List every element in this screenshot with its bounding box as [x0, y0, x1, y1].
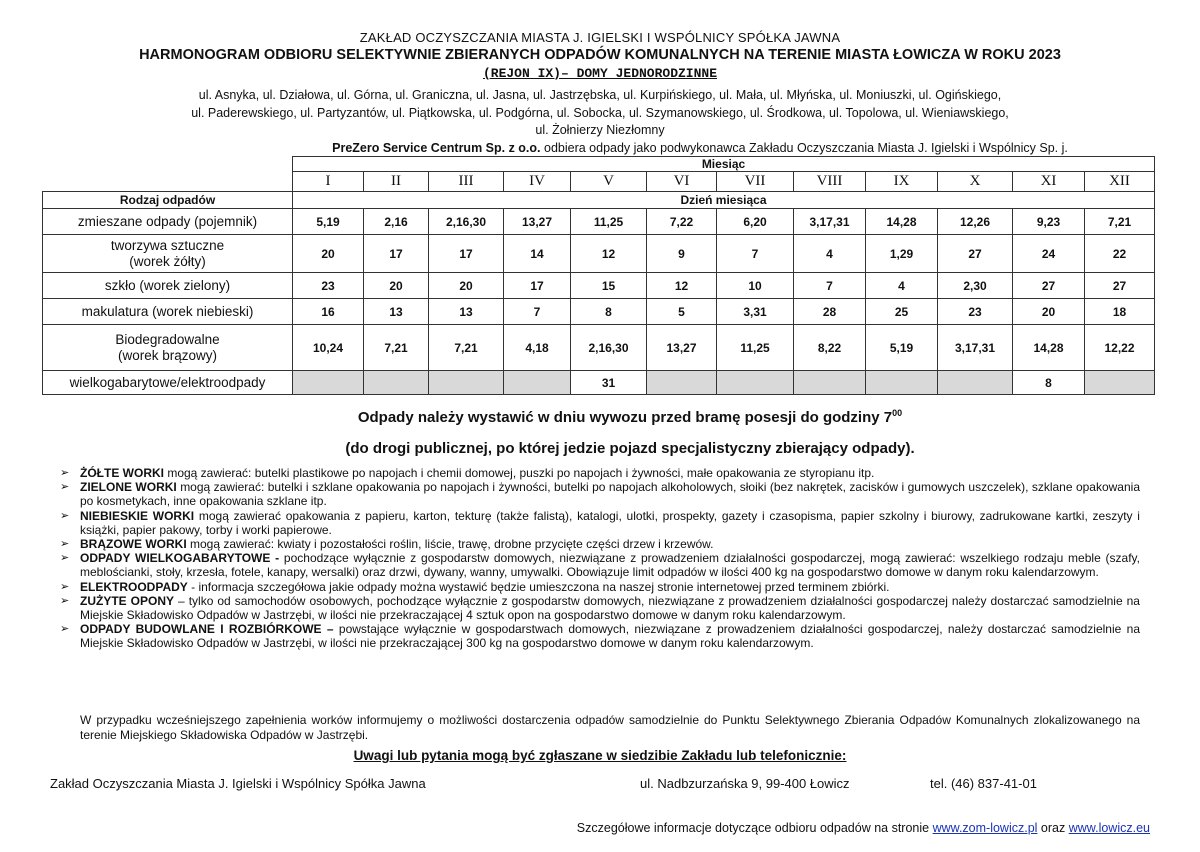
region-title [0, 66, 1200, 81]
collection-day-cell: 23 [293, 273, 364, 299]
waste-type-name: zmieszane odpady (pojemnik) [77, 213, 258, 229]
collection-day-cell: 2,16 [364, 209, 429, 235]
waste-type-label [43, 235, 293, 273]
month-cell: X [938, 172, 1013, 192]
collection-day-cell: 10 [717, 273, 794, 299]
collection-day-cell: 12,26 [938, 209, 1013, 235]
collection-day-cell: 27 [1013, 273, 1085, 299]
collection-day-cell: 8 [1013, 371, 1085, 395]
collection-day-cell: 20 [364, 273, 429, 299]
collection-day-cell: 17 [504, 273, 571, 299]
rule-title: NIEBIESKIE WORKI [80, 508, 195, 523]
rule-item [60, 594, 1140, 622]
waste-type-label [43, 371, 293, 395]
waste-type-label [43, 209, 293, 235]
waste-type-container: (worek żółty) [129, 253, 206, 269]
arrow-bullet-icon: ➢ [60, 580, 70, 593]
rule-text: – tylko od samochodów osobowych, pochodzące wyłącznie z gospodarstw domowych, niezwiązane z prowadzeniem działalności gospodarczej należy dostarczać samodzielnie na Miejskie Składowisko Odpadów w Jastrzębi, w ilości nie przekraczającej 4 sztuk opon na gospodarstwo domowe w danym roku kalendarzowym. [80, 593, 1140, 623]
collection-day-cell: 17 [429, 235, 504, 273]
collection-day-cell: 4,18 [504, 325, 571, 371]
collection-day-cell: 7,21 [429, 325, 504, 371]
collection-day-cell: 2,30 [938, 273, 1013, 299]
arrow-bullet-icon: ➢ [60, 623, 70, 636]
waste-type-name: wielkogabarytowe/elektroodpady [69, 374, 266, 390]
rule-item [60, 551, 1140, 579]
collection-day-cell: 27 [1085, 273, 1155, 299]
collection-day-cell: 22 [1085, 235, 1155, 273]
waste-row [43, 273, 1155, 299]
waste-type-label [43, 273, 293, 299]
collection-day-cell: 2,16,30 [429, 209, 504, 235]
month-cell: III [429, 172, 504, 192]
rule-title: ODPADY WIELKOGABARYTOWE - [80, 551, 280, 566]
month-cell: II [364, 172, 429, 192]
contractor-text: odbiera odpady jako podwykonawca Zakładu Oczyszczania Miasta J. Igielski i Wspólnicy Sp. j. [540, 141, 1068, 155]
empty-day-cell [647, 371, 717, 395]
collection-day-cell: 2,16,30 [571, 325, 647, 371]
rule-item [60, 480, 1140, 508]
more-info-mid: oraz [1037, 821, 1069, 835]
rule-title: ELEKTROODPADY [80, 579, 188, 594]
column-header-row [43, 192, 1155, 209]
arrow-bullet-icon: ➢ [60, 509, 70, 522]
collection-day-cell: 23 [938, 299, 1013, 325]
collection-day-cell: 31 [571, 371, 647, 395]
collection-day-cell: 18 [1085, 299, 1155, 325]
info-paragraph: W przypadku wcześniejszego zapełnienia worków informujemy o możliwości dostarczenia odpadów samodzielnie do Punktu Selektywnego Zbierania Odpadów Komunalnych zlokalizowanego na terenie Miejskiego Składowiska Odpadów w Jastrzębi. [80, 713, 1140, 742]
month-row [43, 172, 1155, 192]
waste-type-name: Biodegradowalne [115, 331, 220, 347]
page-title: HARMONOGRAM ODBIORU SELEKTYWNIE ZBIERANYCH ODPADÓW KOMUNALNYCH NA TERENIE MIASTA ŁOWICZA W ROKU 2023 [139, 47, 1061, 63]
rule-text: mogą zawierać: kwiaty i pozostałości roślin, liście, trawę, drobne przycięte części drzew i krzewów. [186, 537, 714, 552]
street-line: ul. Żołnierzy Niezłomny [535, 123, 665, 137]
collection-day-cell: 13 [364, 299, 429, 325]
arrow-bullet-icon: ➢ [60, 552, 70, 565]
collection-day-cell: 25 [866, 299, 938, 325]
collection-day-cell: 7,21 [364, 325, 429, 371]
rule-title: ZUŻYTE OPONY [80, 593, 175, 608]
day-header: Dzień miesiąca [293, 192, 1155, 209]
blank-cell [43, 157, 293, 172]
rule-item [60, 466, 1140, 480]
lowicz-eu-link[interactable]: www.lowicz.eu [1068, 821, 1150, 835]
collection-day-cell: 4 [794, 235, 866, 273]
collection-day-cell: 15 [571, 273, 647, 299]
collection-day-cell: 3,31 [717, 299, 794, 325]
collection-day-cell: 1,29 [866, 235, 938, 273]
month-cell: V [571, 172, 647, 192]
collection-day-cell: 13 [429, 299, 504, 325]
rule-text: powstające wyłącznie w gospodarstwach domowych, niezwiązane z prowadzeniem działalności gospodarczej, należy dostarczać samodzielnie na Miejskie Składowisko Odpadów w Jastrzębi, w ilości nie przekraczającej 300 kg na gospodarstwo domowe w danym roku kalendarzowym. [80, 622, 1141, 651]
empty-day-cell [364, 371, 429, 395]
notice-hour-superscript: 00 [892, 408, 903, 418]
rule-text: - informacja szczegółowa jakie odpady można wystawić będzie umieszczona na naszej stronie internetowej przed terminem zbiórki. [187, 579, 890, 594]
waste-row [43, 299, 1155, 325]
collection-day-cell: 12,22 [1085, 325, 1155, 371]
collection-day-cell: 3,17,31 [938, 325, 1013, 371]
collection-day-cell: 9 [647, 235, 717, 273]
remarks-heading [0, 748, 1200, 763]
waste-type-label [43, 299, 293, 325]
collection-day-cell: 8 [571, 299, 647, 325]
collection-day-cell: 6,20 [717, 209, 794, 235]
collection-day-cell: 3,17,31 [794, 209, 866, 235]
rules-list [60, 466, 1140, 651]
footer-company: Zakład Oczyszczania Miasta J. Igielski i Wspólnicy Spółka Jawna [50, 776, 426, 791]
collection-day-cell: 27 [938, 235, 1013, 273]
arrow-bullet-icon: ➢ [60, 538, 70, 551]
waste-type-header: Rodzaj odpadów [43, 192, 293, 209]
empty-day-cell [938, 371, 1013, 395]
waste-row [43, 325, 1155, 371]
footer-address: ul. Nadbzurzańska 9, 99-400 Łowicz [640, 776, 850, 791]
collection-day-cell: 7,22 [647, 209, 717, 235]
contractor-name: PreZero Service Centrum Sp. z o.o. [332, 141, 541, 155]
street-line: ul. Asnyka, ul. Działowa, ul. Górna, ul. Graniczna, ul. Jasna, ul. Jastrzębska, ul. Kurpińskiego, ul. Mała, ul. Młyńska, ul. Moniuszki, ul. Ogińskiego, [198, 88, 1002, 102]
collection-day-cell: 5,19 [866, 325, 938, 371]
month-cell: XII [1085, 172, 1155, 192]
empty-day-cell [717, 371, 794, 395]
collection-day-cell: 24 [1013, 235, 1085, 273]
schedule-body [43, 209, 1155, 395]
month-cell: VIII [794, 172, 866, 192]
empty-day-cell [1085, 371, 1155, 395]
waste-type-name: szkło (worek zielony) [104, 277, 231, 293]
month-cell: VII [717, 172, 794, 192]
collection-day-cell: 14,28 [866, 209, 938, 235]
collection-day-cell: 13,27 [504, 209, 571, 235]
collection-day-cell: 14 [504, 235, 571, 273]
collection-day-cell: 8,22 [794, 325, 866, 371]
rule-text: mogą zawierać opakowania z papieru, karton, tekturę (także falistą), katalogi, ulotki, prospekty, gazety i czasopisma, papier szkolny i biurowy, zadrukowane kartki, zeszyty i książki, papier pakowy, torby i worki papierowe. [80, 508, 1140, 537]
contractor-note [250, 141, 1150, 155]
month-cell: IV [504, 172, 571, 192]
rule-title: ODPADY BUDOWLANE I ROZBIÓRKOWE – [80, 622, 334, 637]
waste-type-name: tworzywa sztuczne [110, 237, 225, 253]
collection-day-cell: 20 [1013, 299, 1085, 325]
waste-type-container: (worek brązowy) [117, 347, 218, 363]
arrow-bullet-icon: ➢ [60, 481, 70, 494]
empty-day-cell [504, 371, 571, 395]
notice-text: Odpady należy wystawić w dniu wywozu przed bramę posesji do godziny 7 [357, 409, 893, 426]
collection-day-cell: 9,23 [1013, 209, 1085, 235]
zom-lowicz-link[interactable]: www.zom-lowicz.pl [932, 821, 1038, 835]
notice-line-1 [0, 408, 1200, 426]
collection-day-cell: 12 [647, 273, 717, 299]
empty-day-cell [794, 371, 866, 395]
rule-title: BRĄZOWE WORKI [80, 537, 187, 552]
collection-day-cell: 17 [364, 235, 429, 273]
collection-day-cell: 7 [794, 273, 866, 299]
rule-title: ZIELONE WORKI [80, 480, 177, 495]
rule-item [60, 622, 1140, 650]
rule-title: ŻÓŁTE WORKI [80, 466, 164, 480]
month-cell: IX [866, 172, 938, 192]
rule-text: mogą zawierać: butelki plastikowe po napojach i chemii domowej, puszki po napojach i żywności, małe opakowania ze styropianu itp. [164, 466, 875, 480]
empty-day-cell [293, 371, 364, 395]
collection-day-cell: 11,25 [717, 325, 794, 371]
street-list [150, 87, 1050, 140]
remarks-text: Uwagi lub pytania mogą być zgłaszane w siedzibie Zakładu lub telefonicznie: [353, 748, 847, 763]
schedule-table [42, 156, 1155, 395]
rule-text: mogą zawierać: butelki i szklane opakowania po napojach i żywności, butelki po napojach alkoholowych, słoiki (bez nakrętek, zacisków i gumowych uszczelek), szklane opakowania po kosmetykach, inne opakowania szklane itp. [80, 480, 1140, 509]
empty-day-cell [429, 371, 504, 395]
collection-day-cell: 14,28 [1013, 325, 1085, 371]
collection-day-cell: 20 [293, 235, 364, 273]
company-name: ZAKŁAD OCZYSZCZANIA MIASTA J. IGIELSKI I WSPÓLNICY SPÓŁKA JAWNA [359, 30, 841, 45]
month-header: Miesiąc [293, 157, 1155, 172]
rule-item [60, 537, 1140, 551]
collection-day-cell: 5,19 [293, 209, 364, 235]
more-info [577, 821, 1150, 835]
waste-type-name: makulatura (worek niebieski) [81, 303, 254, 319]
arrow-bullet-icon: ➢ [60, 467, 70, 479]
collection-day-cell: 7,21 [1085, 209, 1155, 235]
month-cell: I [293, 172, 364, 192]
street-line: ul. Paderewskiego, ul. Partyzantów, ul. Piątkowska, ul. Podgórna, ul. Sobocka, ul. Szymanowskiego, ul. Środkowa, ul. Topolowa, ul. Wieniawskiego, [191, 105, 1009, 120]
collection-day-cell: 11,25 [571, 209, 647, 235]
region-label: (REJON IX)– DOMY JEDNORODZINNE [482, 66, 718, 81]
waste-row [43, 209, 1155, 235]
collection-day-cell: 5 [647, 299, 717, 325]
month-header-row [43, 157, 1155, 172]
rule-item [60, 580, 1140, 594]
collection-day-cell: 7 [717, 235, 794, 273]
collection-day-cell: 20 [429, 273, 504, 299]
blank-cell [43, 172, 293, 192]
rule-item [60, 509, 1140, 537]
empty-day-cell [866, 371, 938, 395]
collection-day-cell: 10,24 [293, 325, 364, 371]
waste-type-label [43, 325, 293, 371]
arrow-bullet-icon: ➢ [60, 594, 70, 607]
collection-day-cell: 4 [866, 273, 938, 299]
waste-row [43, 371, 1155, 395]
collection-day-cell: 12 [571, 235, 647, 273]
footer-phone: tel. (46) 837-41-01 [930, 776, 1037, 791]
more-info-prefix: Szczegółowe informacje dotyczące odbioru odpadów na stronie [576, 821, 933, 835]
collection-day-cell: 28 [794, 299, 866, 325]
collection-day-cell: 7 [504, 299, 571, 325]
rule-text: pochodzące wyłącznie z gospodarstw domowych, niezwiązane z prowadzeniem działalności gospodarczej, mogą zawierać: wszelkiego rodzaju meble (szafy, meblościanki, stoły, krzesła, fotele, kanapy, wersalki) oraz drzwi, dywany, wanny, umywalki. Obowiązuje limit odpadów w ilości 400 kg na gospodarstwo domowe w danym roku kalendarzowym. [80, 551, 1140, 580]
notice-line-2: (do drogi publicznej, po której jedzie pojazd specjalistyczny zbierający odpady). [345, 440, 915, 457]
month-cell: XI [1013, 172, 1085, 192]
collection-day-cell: 16 [293, 299, 364, 325]
waste-row [43, 235, 1155, 273]
collection-day-cell: 13,27 [647, 325, 717, 371]
month-cell: VI [647, 172, 717, 192]
